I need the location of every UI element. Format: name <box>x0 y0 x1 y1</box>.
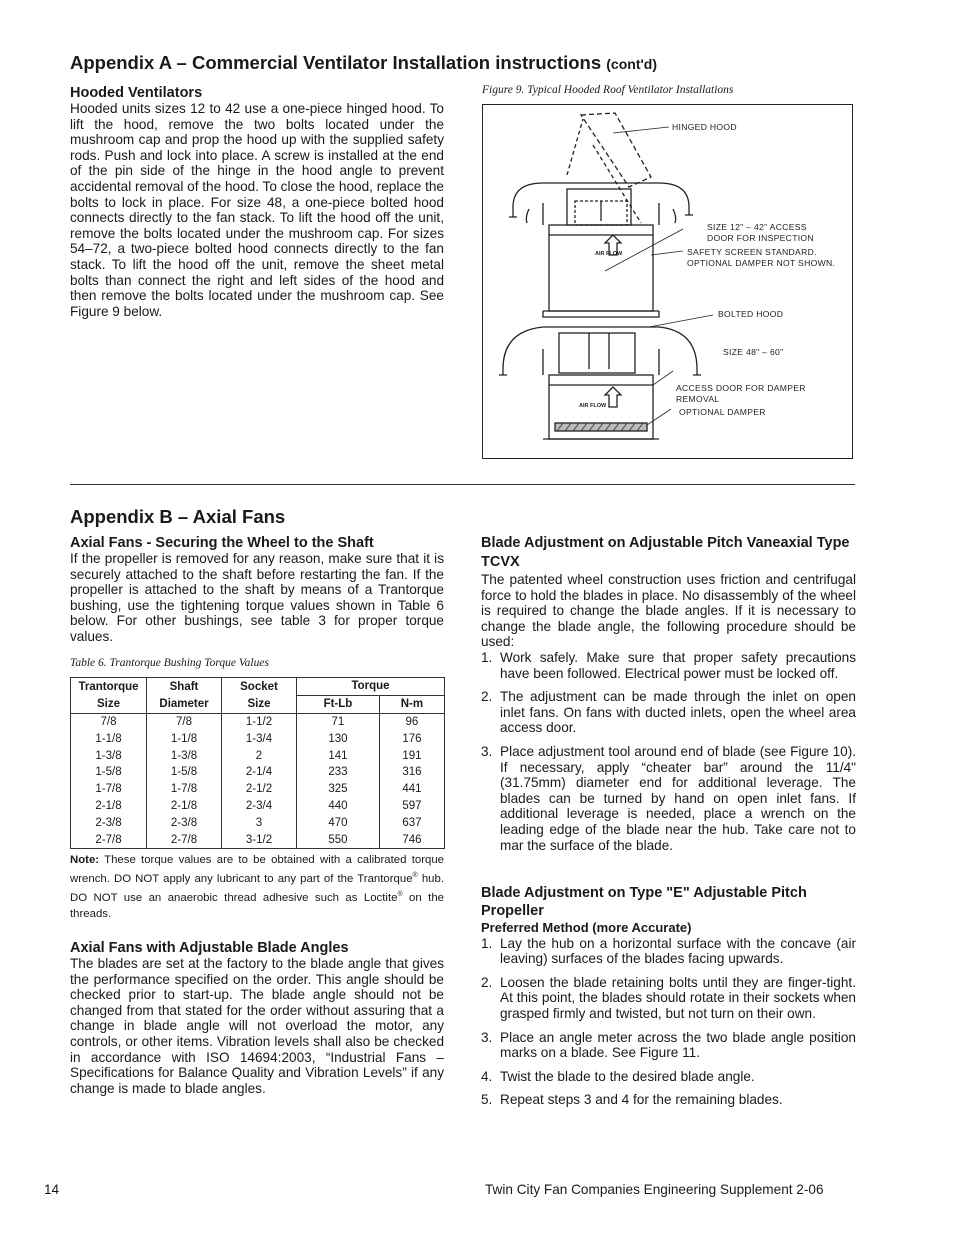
table-cell: 1-1/2 <box>222 713 297 730</box>
table-cell: 176 <box>379 730 444 747</box>
type-e-section <box>481 884 856 1108</box>
th-shaft-a: Shaft <box>147 678 222 696</box>
th-socket-a: Socket <box>222 678 297 696</box>
step-text: Repeat steps 3 and 4 for the remaining blades. <box>500 1092 783 1108</box>
air-flow-label-2: AIR FLOW <box>579 403 607 409</box>
step-number: 1. <box>481 935 493 951</box>
securing-section <box>70 535 444 645</box>
type-e-subheading: Preferred Method (more Accurate) <box>481 920 692 935</box>
hinged-hood-drawing <box>509 113 693 317</box>
label-hinged-hood: HINGED HOOD <box>672 122 737 132</box>
label-access-damper-1: ACCESS DOOR FOR DAMPER <box>676 383 806 393</box>
th-trantorque-b: Size <box>71 695 147 713</box>
step-number: 2. <box>481 689 493 705</box>
table-cell: 2-3/8 <box>147 814 222 831</box>
table-cell: 441 <box>379 781 444 798</box>
list-item <box>481 650 856 681</box>
table-cell: 96 <box>379 713 444 730</box>
table-cell: 1-3/8 <box>147 747 222 764</box>
vaneaxial-steps <box>481 650 856 853</box>
list-item <box>481 1069 856 1085</box>
table-cell: 637 <box>379 814 444 831</box>
table-row <box>71 764 445 781</box>
vaneaxial-body: The patented wheel construction uses friction and centrifugal force to hold the blades in place. No disassembly of the wheel is required to change the blade angles. If it is necessary to change the blade angle, the following procedure should be used: <box>481 572 856 650</box>
figure-9-caption: Figure 9. Typical Hooded Roof Ventilator Installations <box>482 84 734 96</box>
appendix-a-title-suffix: (cont'd) <box>606 56 658 72</box>
vaneaxial-section <box>481 534 856 853</box>
label-safety-1: SAFETY SCREEN STANDARD. <box>687 247 817 257</box>
figure-9-box <box>482 104 853 459</box>
registered-mark-1: ® <box>412 872 418 879</box>
table-cell: 2-7/8 <box>71 831 147 848</box>
table-cell: 550 <box>297 831 380 848</box>
table-row <box>71 713 445 730</box>
note-text-1: These torque values are to be obtained with a calibrated torque wrench. DO NOT apply any lubricant to any part of the Trantorque <box>70 854 444 885</box>
step-text: The adjustment can be made through the inlet on open inlet fans. On fans with ducted inlets, open the wheel area access door. <box>500 689 856 736</box>
step-text: Lay the hub on a horizontal surface with the concave (air leaving) surfaces of the blades facing upwards. <box>500 935 856 967</box>
page-number: 14 <box>44 1182 60 1197</box>
hooded-ventilators-body: Hooded units sizes 12 to 42 use a one-piece hinged hood. To lift the hood, remove the two bolts located under the mushroom cap and prop the hood up with the supplied safety rods. Push and lock into place. A screw is installed at the end of the pin side of the hinge in the hood angle to prevent accidental removal of the hood. To close the hood, replace the bolts to lock in place. For size 48, a one-piece bolted hood connects directly to the fan stack. To lift the hood off the unit, remove the bolts located under the mushroom cap. For sizes 54–72, a two-piece bolted hood connects directly to the fan stack. To lift the hood off the unit, remove the sheet metal bolts than connect the right and left sides of the hood and then remove the bolts located under the mushroom cap. See Figure 9 below. <box>70 101 444 319</box>
table-cell: 746 <box>379 831 444 848</box>
table-6-caption: Table 6. Trantorque Bushing Torque Values <box>70 657 269 669</box>
table-cell: 1-5/8 <box>147 764 222 781</box>
securing-body: If the propeller is removed for any reason, make sure that it is securely attached to the shaft before restarting the fan. If the propeller is attached to the shaft by means of a Trantorque bushing, use the tightening torque values shown in Table 6 below. For other bushings, see table 3 for proper torque values. <box>70 551 444 644</box>
table-row <box>71 831 445 848</box>
label-size-48: SIZE 48" – 60" <box>723 347 784 357</box>
step-number: 3. <box>481 1029 493 1045</box>
table-cell: 1-5/8 <box>71 764 147 781</box>
step-number: 2. <box>481 974 493 990</box>
table-cell: 2-1/4 <box>222 764 297 781</box>
table-row <box>71 814 445 831</box>
table-cell: 1-3/8 <box>71 747 147 764</box>
table-cell: 597 <box>379 798 444 815</box>
list-item <box>481 1030 856 1061</box>
section-divider <box>70 484 855 485</box>
label-optional-damper: OPTIONAL DAMPER <box>679 407 766 417</box>
ventilator-illustration <box>483 105 854 460</box>
type-e-steps <box>481 936 856 1108</box>
label-size-access-2: DOOR FOR INSPECTION <box>707 233 814 243</box>
note-text-2: hub. DO NOT use an anaerobic thread adhesive such as Loctite <box>70 872 444 904</box>
table-cell: 325 <box>297 781 380 798</box>
note-text-3: on the threads. <box>70 891 444 920</box>
step-text: Loosen the blade retaining bolts until they are finger-tight. At this point, the blades should rotate in their sockets when grasped firmly and twisted, but not turn on their own. <box>500 974 856 1021</box>
torque-table <box>70 677 445 849</box>
table-cell: 2-3/8 <box>71 814 147 831</box>
table-cell: 191 <box>379 747 444 764</box>
table-row <box>71 730 445 747</box>
step-text: Place adjustment tool around end of blade (see Figure 10). If necessary, apply “cheater bar” around the 11/4" (31.75mm) diameter end for additional leverage. The blades can be turned by hand on open inlet fans. If additional leverage is needed, place a wrench on the leading edge of the blade near the hub. Take care not to mar the surface of the blade. <box>500 743 856 853</box>
table-cell: 3 <box>222 814 297 831</box>
step-number: 5. <box>481 1092 493 1108</box>
list-item <box>481 975 856 1022</box>
table-cell: 2-1/2 <box>222 781 297 798</box>
table-cell: 3-1/2 <box>222 831 297 848</box>
hooded-ventilators-section <box>70 85 444 319</box>
table-cell: 141 <box>297 747 380 764</box>
table-cell: 440 <box>297 798 380 815</box>
step-text: Place an angle meter across the two blade angle position marks on a blade. See Figure 11. <box>500 1029 856 1061</box>
torque-note <box>70 852 444 922</box>
table-row <box>71 798 445 815</box>
table-cell: 2-3/4 <box>222 798 297 815</box>
appendix-a-title <box>70 52 657 74</box>
table-cell: 71 <box>297 713 380 730</box>
table-cell: 470 <box>297 814 380 831</box>
table-row <box>71 747 445 764</box>
th-trantorque-a: Trantorque <box>71 678 147 696</box>
table-cell: 1-7/8 <box>147 781 222 798</box>
table-cell: 7/8 <box>147 713 222 730</box>
list-item <box>481 1092 856 1108</box>
th-shaft-b: Diameter <box>147 695 222 713</box>
label-size-access-1: SIZE 12" – 42" ACCESS <box>707 222 807 232</box>
step-number: 1. <box>481 649 493 665</box>
th-ftlb: Ft-Lb <box>297 695 380 713</box>
table-cell: 1-3/4 <box>222 730 297 747</box>
table-cell: 316 <box>379 764 444 781</box>
th-socket-b: Size <box>222 695 297 713</box>
adjustable-blades-body: The blades are set at the factory to the blade angle that gives the performance specified on the order. This angle should be checked prior to start-up. The blade angle should not be changed from that stated for the order without assuring that a change in blade angle will not overload the motor, any controls, or other items. Vibration levels shall also be checked in accordance with ISO 14694:2003, “Industrial Fans – Specifications for Balance Quality and Vibration Levels” if any change is made to blade angles. <box>70 956 444 1096</box>
list-item <box>481 744 856 853</box>
step-text: Work safely. Make sure that proper safety precautions have been followed. Electrical power must be locked off. <box>500 649 856 681</box>
table-cell: 233 <box>297 764 380 781</box>
table-cell: 1-1/8 <box>147 730 222 747</box>
table-cell: 7/8 <box>71 713 147 730</box>
label-safety-2: OPTIONAL DAMPER NOT SHOWN. <box>687 258 836 268</box>
hooded-ventilators-heading: Hooded Ventilators <box>70 85 203 101</box>
th-torque: Torque <box>297 678 445 696</box>
list-item <box>481 936 856 967</box>
adjustable-blades-heading: Axial Fans with Adjustable Blade Angles <box>70 940 349 956</box>
step-number: 4. <box>481 1068 493 1084</box>
step-number: 3. <box>481 743 493 759</box>
table-cell: 130 <box>297 730 380 747</box>
adjustable-blades-section <box>70 940 444 1096</box>
type-e-heading: Blade Adjustment on Type "E" Adjustable Pitch Propeller <box>481 885 807 919</box>
appendix-a-title-text: Appendix A – Commercial Ventilator Installation instructions <box>70 52 602 73</box>
table-cell: 2 <box>222 747 297 764</box>
appendix-b-title: Appendix B – Axial Fans <box>70 506 286 527</box>
publication-footer: Twin City Fan Companies Engineering Supplement 2-06 <box>485 1182 824 1197</box>
note-label: Note: <box>70 854 100 866</box>
registered-mark-2: ® <box>397 890 403 898</box>
th-nm: N-m <box>379 695 444 713</box>
table-cell: 2-1/8 <box>147 798 222 815</box>
bolted-hood-drawing <box>499 315 713 439</box>
list-item <box>481 689 856 736</box>
table-cell: 2-7/8 <box>147 831 222 848</box>
step-text: Twist the blade to the desired blade angle. <box>500 1068 755 1084</box>
air-flow-label-1: AIR FLOW <box>595 251 623 257</box>
securing-heading: Axial Fans - Securing the Wheel to the Shaft <box>70 535 374 551</box>
table-row <box>71 781 445 798</box>
label-access-damper-2: REMOVAL <box>676 394 720 404</box>
table-cell: 1-1/8 <box>71 730 147 747</box>
table-cell: 1-7/8 <box>71 781 147 798</box>
table-cell: 2-1/8 <box>71 798 147 815</box>
label-bolted-hood: BOLTED HOOD <box>718 309 784 319</box>
vaneaxial-heading: Blade Adjustment on Adjustable Pitch Vaneaxial Type TCVX <box>481 535 850 570</box>
